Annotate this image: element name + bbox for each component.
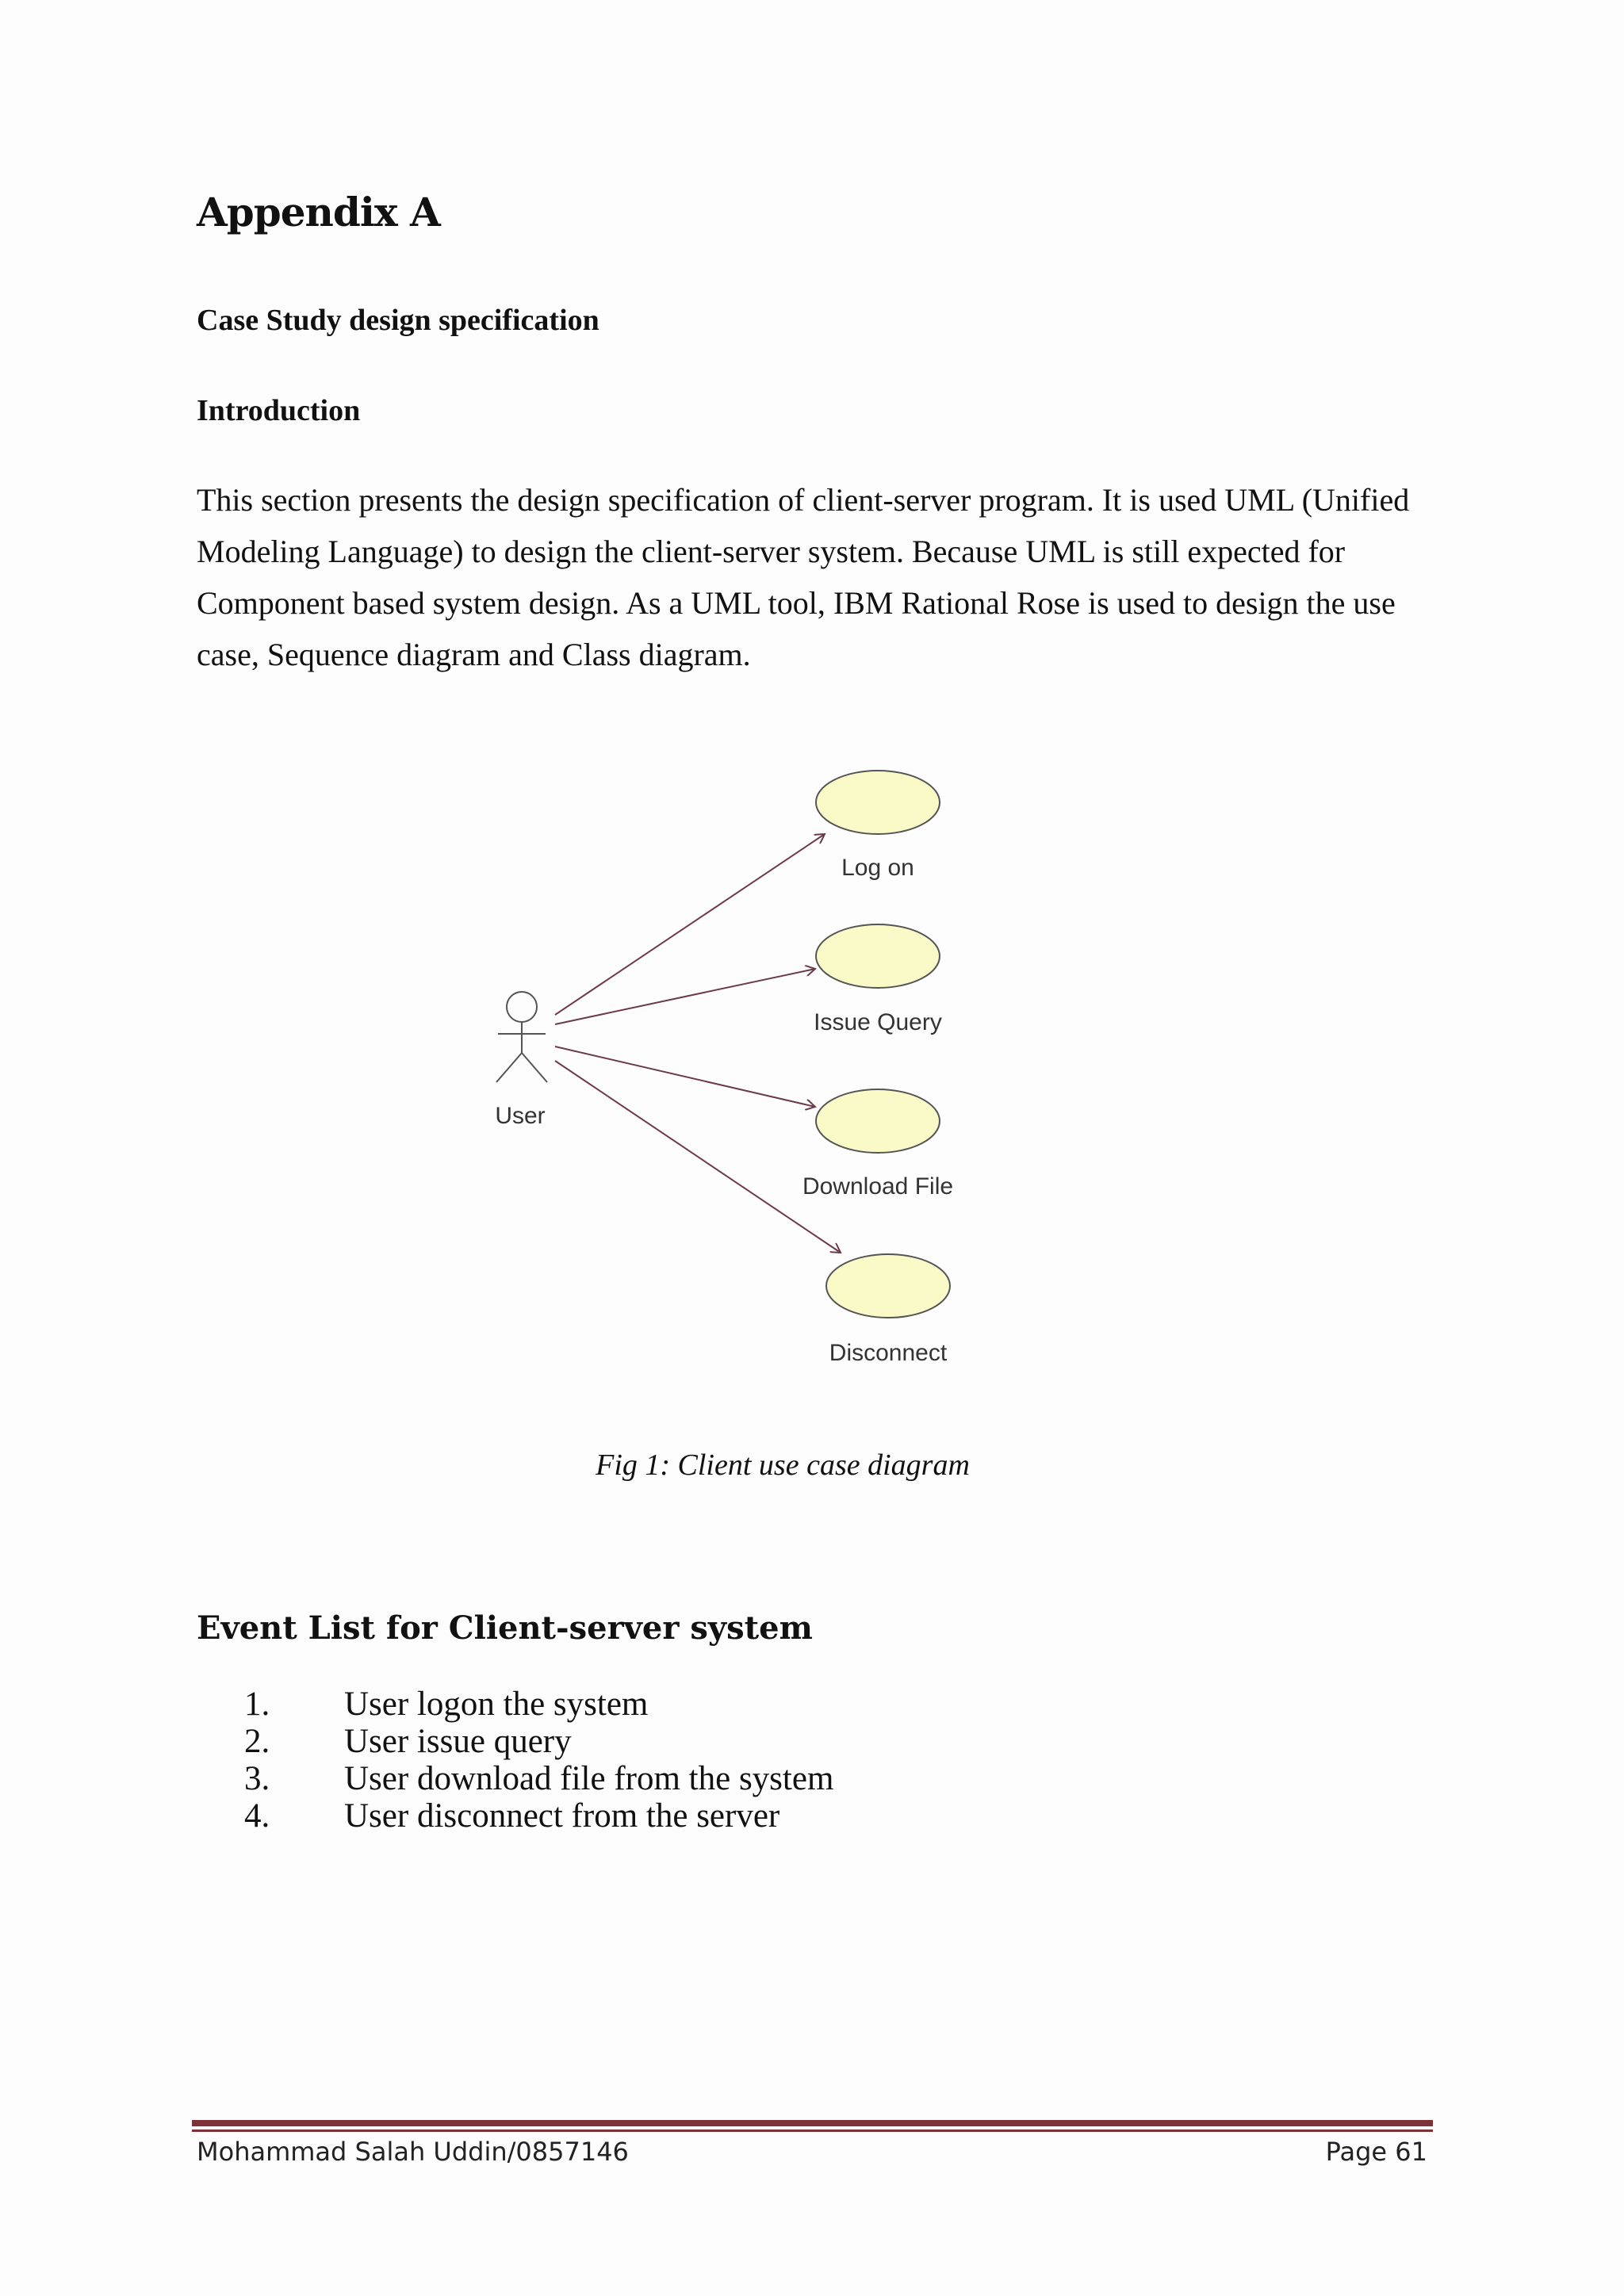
actor-user [495,992,547,1129]
event-list-title: Event List for Client-server system [197,1609,813,1647]
association-disconnect [555,1061,841,1253]
intro-heading: Introduction [197,394,361,427]
event-text: User logon the system [344,1686,649,1723]
section-title: Case Study design specification [197,304,599,337]
appendix-title: Appendix A [197,189,440,235]
event-text: User issue query [344,1723,572,1760]
use-case-label: Log on [841,855,914,881]
use-case-label: Download File [802,1173,954,1200]
use-case-issue-query [814,924,942,1035]
actor-left-leg [496,1053,522,1082]
footer-rule [192,2120,1433,2126]
event-number: 2. [244,1723,270,1760]
figure-caption: Fig 1: Client use case diagram [596,1448,970,1482]
event-number: 3. [244,1760,270,1797]
use-case-disconnect [826,1254,950,1366]
use-case-diagram [444,753,999,1387]
use-case-label: Issue Query [814,1009,942,1035]
event-text: User disconnect from the server [344,1797,780,1835]
actor-right-leg [522,1053,547,1082]
association-issue-query [555,969,815,1024]
use-case-label: Disconnect [829,1340,948,1366]
use-case-log-on [816,771,940,881]
event-text: User download file from the system [344,1760,834,1797]
footer-page-number: Page 61 [1325,2137,1427,2167]
intro-paragraph: This section presents the design specification of client-server program. It is used UML (Unified Modeling Language) to design the client-server system. Because UML is still expected for Component based system design. As a UML tool, IBM Rational Rose is used to design the use case, Sequence diagram and Class diagram. [197,482,1410,672]
association-download-file [555,1047,815,1107]
event-number: 4. [244,1797,270,1835]
actor-head [507,992,537,1022]
association-log-on [555,834,825,1015]
footer-author: Mohammad Salah Uddin/0857146 [197,2137,629,2167]
footer-rule-thin [192,2130,1433,2132]
use-case-download-file [802,1089,953,1200]
actor-label: User [495,1103,546,1129]
event-number: 1. [244,1686,270,1723]
